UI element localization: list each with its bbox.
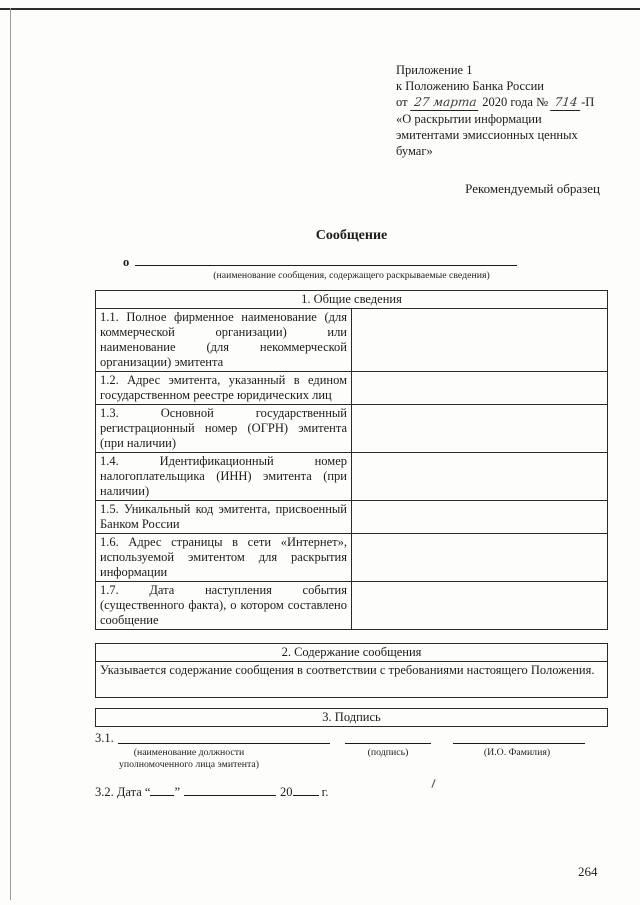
form-content [95, 228, 608, 815]
table-row [96, 453, 608, 501]
general-info-table [95, 290, 608, 630]
table-header-row [96, 291, 608, 309]
table-row [96, 309, 608, 372]
table-row [96, 534, 608, 582]
item-3-2-label: Дата [116, 785, 142, 799]
day-blank-line [150, 783, 174, 796]
subject-line [123, 253, 608, 270]
position-blank-line [118, 731, 330, 744]
year-century: 20 [280, 785, 293, 799]
appendix-line: бумаг» [396, 144, 433, 159]
name-blank-line [453, 731, 585, 744]
signature-block [95, 727, 608, 815]
table-header-row [96, 644, 608, 662]
row-value [352, 534, 608, 582]
year-blank-line [293, 783, 319, 796]
message-content-table [95, 643, 608, 698]
open-quote: “ [144, 785, 151, 799]
page-number: 264 [578, 864, 598, 879]
appendix-line: «О раскрытии информации [396, 112, 542, 127]
table-row [96, 582, 608, 630]
scan-edge-left [10, 8, 11, 900]
row-label: 1.3. Основной государственный регистрационный номер (ОГРН) эмитента (при наличии) [96, 405, 352, 453]
handwritten-date: 27 марта [410, 95, 480, 111]
date-suffix: -П [581, 95, 595, 109]
row-value [352, 372, 608, 405]
subject-blank-line [135, 253, 517, 266]
row-label: 1.5. Уникальный код эмитента, присвоенный Банком России [96, 501, 352, 534]
close-quote: ” [174, 785, 181, 799]
page-title: Сообщение [315, 228, 388, 243]
row-label: 1.2. Адрес эмитента, указанный в едином государственном реестре юридических лиц [96, 372, 352, 405]
year-suffix: г. [321, 785, 329, 799]
section2-body: Указывается содержание сообщения в соответствии с требованиями настоящего Положения. [96, 662, 608, 698]
appendix-line: Приложение 1 [396, 63, 473, 77]
month-blank-line [184, 783, 276, 796]
subject-prefix: о [123, 255, 130, 269]
item-3-1-number: 3.1. [95, 731, 114, 745]
table-row [96, 662, 608, 698]
row-value [352, 309, 608, 372]
signature-caption: (подпись) [367, 747, 409, 758]
signature-blank-line [345, 731, 431, 744]
name-caption: (И.О. Фамилия) [483, 747, 551, 758]
item-3-2-number: 3.2. [95, 785, 114, 799]
date-middle: 2020 года № [482, 95, 549, 109]
row-value [352, 405, 608, 453]
recommended-sample-label: Рекомендуемый образец [465, 181, 600, 196]
section3-header: 3. Подпись [95, 708, 608, 727]
handwritten-number: 714 [550, 95, 582, 111]
position-caption: (наименование должности уполномоченного лица эмитента) [119, 747, 259, 770]
row-label: 1.7. Дата наступления события (существенного факта), о котором составлено сообщение [96, 582, 352, 630]
row-label: 1.1. Полное фирменное наименование (для коммерческой организации) или наименование (для некоммерческой организации) эмитента [96, 309, 352, 372]
subject-caption: (наименование сообщения, содержащего раскрываемые сведения) [213, 270, 490, 281]
table-row [96, 501, 608, 534]
row-value [352, 453, 608, 501]
date-line-3-2 [95, 783, 329, 800]
row-value [352, 582, 608, 630]
appendix-line: эмитентами эмиссионных ценных [396, 128, 578, 143]
table-row [96, 372, 608, 405]
date-prefix: от [396, 95, 408, 109]
row-label: 1.4. Идентификационный номер налогоплательщика (ИНН) эмитента (при наличии) [96, 453, 352, 501]
section2-header: 2. Содержание сообщения [96, 644, 608, 662]
row-label: 1.6. Адрес страницы в сети «Интернет», используемой эмитентом для раскрытия информации [96, 534, 352, 582]
appendix-block [396, 62, 616, 159]
appendix-date-line [396, 94, 616, 111]
row-value [352, 501, 608, 534]
section1-header: 1. Общие сведения [96, 291, 608, 309]
table-row [96, 405, 608, 453]
appendix-line: к Положению Банка России [396, 79, 544, 93]
scan-edge-top [0, 8, 640, 10]
